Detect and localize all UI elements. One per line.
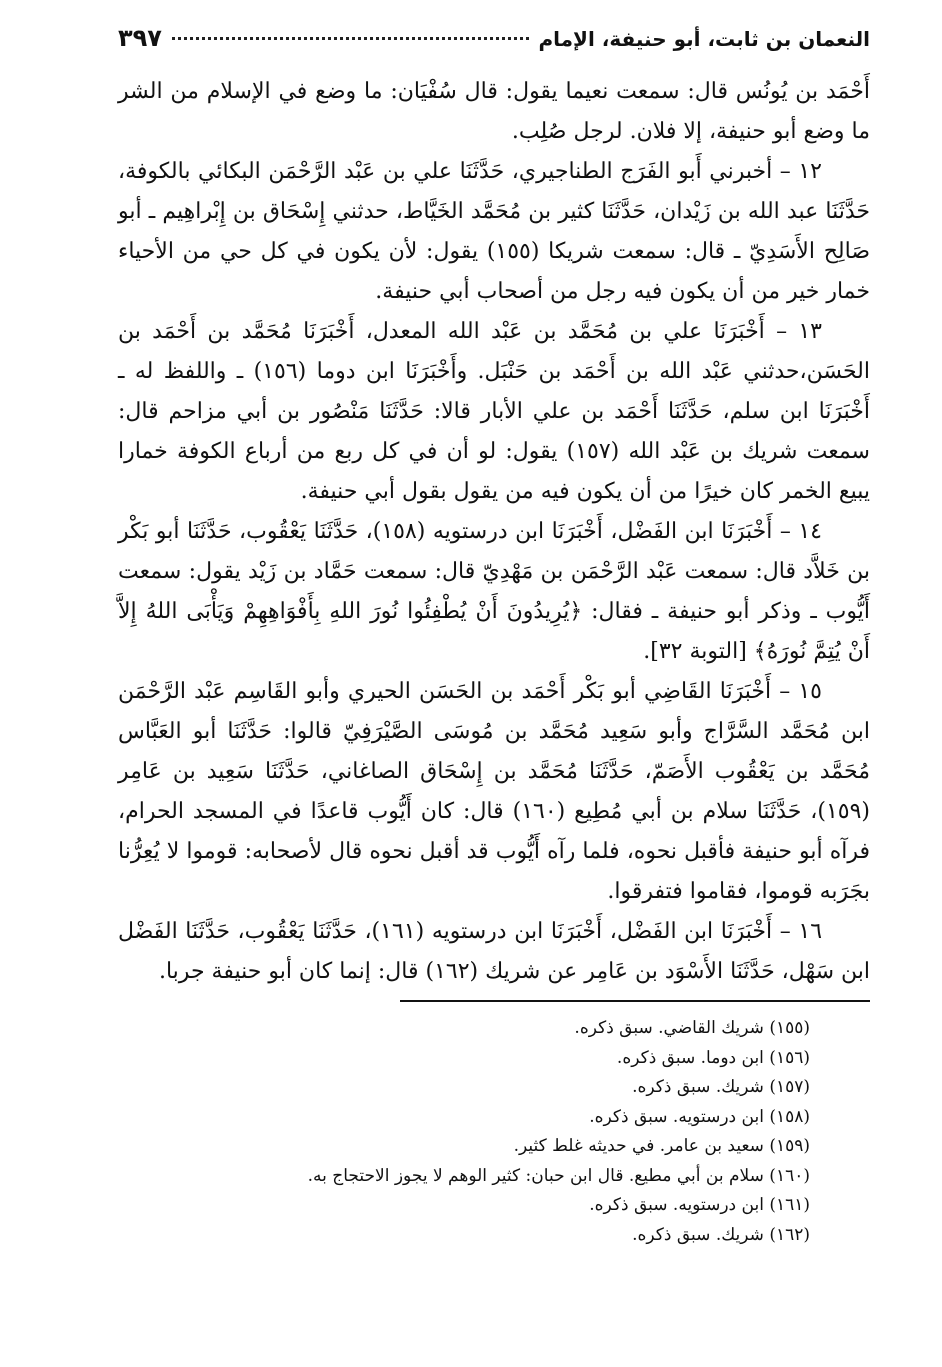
footnote-158: (١٥٨) ابن درستويه. سبق ذكره. xyxy=(589,1106,810,1127)
footnote-156: (١٥٦) ابن دوما. سبق ذكره. xyxy=(616,1047,810,1068)
footnote-155: (١٥٥) شريك القاضي. سبق ذكره. xyxy=(574,1018,810,1038)
running-header xyxy=(118,24,870,72)
continued-paragraph: أَحْمَد بن يُونُس قال: سمعت نعيما يقول: قال سُفْيَان: ما وضع في الإسلام من الشر ما وضع أبو حنيفة، إلا فلان. لرجل صُلِب. xyxy=(118,79,870,144)
footnote-159: (١٥٩) سعيد بن عامر. في حديثه غلط كثير. xyxy=(513,1136,810,1156)
paragraph-16: ١٦ – أَخْبَرَنَا ابن الفَضْل، أَخْبَرَنَا ابن درستويه (١٦١)، حَدَّثَنَا يَعْقُوب، حَدَّثَنَا الفَضْل ابن سَهْل، حَدَّثَنَا الأَسْوَد بن عَامِر عن شريك (١٦٢) قال: إنما كان أبو حنيفة جربا. xyxy=(118,919,870,984)
dot-leader xyxy=(172,37,529,40)
paragraph-13: ١٣ – أَخْبَرَنَا علي بن مُحَمَّد بن عَبْد الله المعدل، أَخْبَرَنَا مُحَمَّد بن أَحْمَد بن الحَسَن،حدثني عَبْد الله بن أَحْمَد بن حَنْبَل. وأَخْبَرَنَا ابن دوما (١٥٦) ـ واللفظ له ـ أَخْبَرَنَا ابن سلم، حَدَّثَنَا أَحْمَد بن علي الأبار قالا: حَدَّثَنَا مَنْصُور بن أبي مزاحم قال: سمعت شريك بن عَبْد الله (١٥٧) يقول: لو أن في كل ربع من أرباع الكوفة خمارا يبيع الخمر كان خيرًا من أن يكون فيه من يقول بقول أبي حنيفة. xyxy=(118,319,870,504)
footnote-162: (١٦٢) شريك. سبق ذكره. xyxy=(632,1224,810,1245)
page-number: ٣٩٧ xyxy=(118,24,162,52)
main-text xyxy=(118,72,870,992)
footnote-161: (١٦١) ابن درستويه. سبق ذكره. xyxy=(589,1195,810,1215)
running-title: النعمان بن ثابت، أبو حنيفة، الإمام xyxy=(538,27,870,51)
footnotes-list xyxy=(118,1014,870,1250)
footnote-157: (١٥٧) شريك. سبق ذكره. xyxy=(632,1077,810,1097)
paragraph-15: ١٥ – أَخْبَرَنَا القَاضِي أبو بَكْر أَحْمَد بن الحَسَن الحيري وأبو القَاسِم عَبْد الرَّحْمَن ابن مُحَمَّد السَّرَّاج وأبو سَعِيد مُحَمَّد بن مُوسَى الصَّيْرَفِيّ قالوا: حَدَّثَنَا أبو العَبَّاس مُحَمَّد بن يَعْقُوب الأَصَمّ، حَدَّثَنَا مُحَمَّد بن إِسْحَاق الصاغاني، حَدَّثَنَا سَعِيد بن عَامِر (١٥٩)، حَدَّثَنَا سلام بن أبي مُطِيع (١٦٠) قال: كان أَيُّوب قاعدًا في المسجد الحرام، فرآه أبو حنيفة فأقبل نحوه، فلما رآه أَيُّوب قد أقبل نحوه قال لأصحابه: قوموا لا يُعِرُّنا بجَرَبه قوموا، فقاموا فتفرقوا. xyxy=(118,679,871,904)
paragraph-14: ١٤ – أَخْبَرَنَا ابن الفَضْل، أَخْبَرَنَا ابن درستويه (١٥٨)، حَدَّثَنَا يَعْقُوب، حَدَّثَنَا أبو بَكْر بن خَلاَّد قال: سمعت عَبْد الرَّحْمَن بن مَهْدِيّ قال: سمعت حَمَّاد بن زَيْد يقول: سمعت أَيُّوب ـ وذكر أبو حنيفة ـ فقال: ﴿يُرِيدُونَ أَنْ يُطْفِئُوا نُورَ اللهِ بِأَفْوَاهِهِمْ وَيَأْبَى اللهُ إِلاَّ أَنْ يُتِمَّ نُورَهُ﴾ [التوبة ٣٢]. xyxy=(118,519,870,664)
footnote-separator xyxy=(400,1000,870,1002)
paragraph-12: ١٢ – أخبرني أَبو الفَرَج الطناجيري، حَدَّثَنَا علي بن عَبْد الرَّحْمَن البكائي بالكوفة، حَدَّثَنَا عبد الله بن زَيْدان، حَدَّثَنَا كثير بن مُحَمَّد الخَيَّاط، حدثني إِسْحَاق بن إِبْراهِيم ـ أبو صَالِح الأَسَدِيّ ـ قال: سمعت شريكا (١٥٥) يقول: لأن يكون في كل حي من الأحياء خمار خير من أن يكون فيه رجل من أصحاب أبي حنيفة. xyxy=(118,159,870,304)
footnote-160: (١٦٠) سلام بن أبي مطيع. قال ابن حبان: كثير الوهم لا يجوز الاحتجاج به. xyxy=(307,1165,810,1186)
